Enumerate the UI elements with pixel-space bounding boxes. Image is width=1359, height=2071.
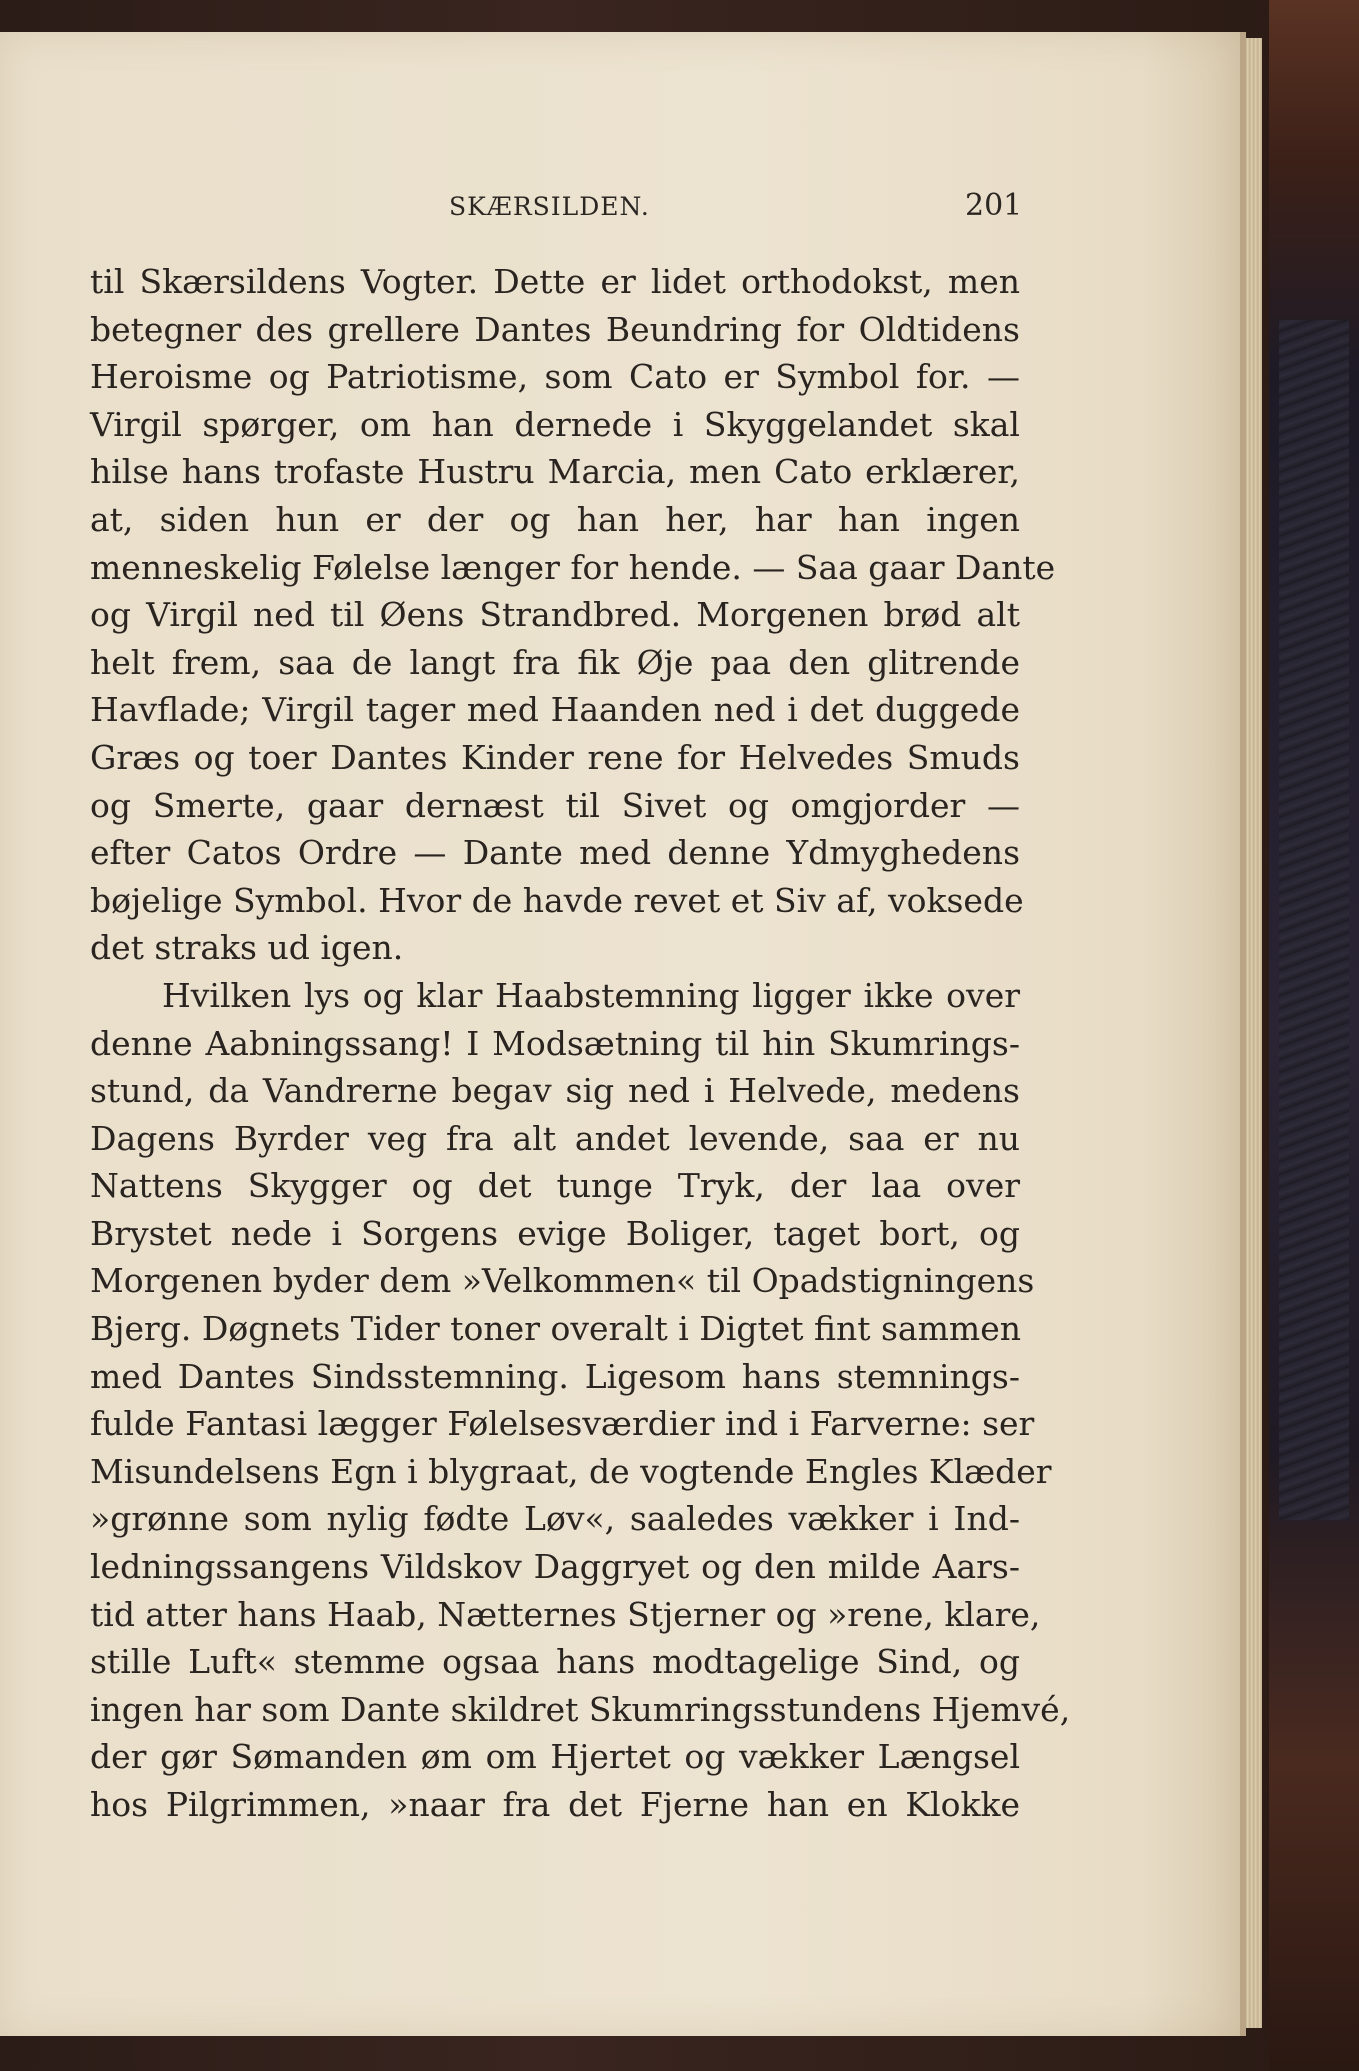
text-line: stund, da Vandrerne begav sig ned i Helvede, medens <box>90 1071 1020 1111</box>
text-line: tid atter hans Haab, Nætternes Stjerner og »rene, klare, <box>90 1594 1041 1634</box>
text-line: og Smerte, gaar dernæst til Sivet og omgjorder — <box>90 785 1020 825</box>
text-line: Dagens Byrder veg fra alt andet levende, saa er nu <box>90 1118 1020 1158</box>
paragraph-start-line: Hvilken lys og klar Haabstemning ligger ikke over <box>162 975 1020 1015</box>
text-line: helt frem, saa de langt fra fik Øje paa den glitrende <box>90 642 1020 682</box>
paragraph-end-line: det straks ud igen. <box>90 928 404 968</box>
text-line: betegner des grellere Dantes Beundring for Oldtidens <box>90 309 1020 349</box>
text-line: efter Catos Ordre — Dante med denne Ydmyghedens <box>90 833 1020 873</box>
text-line: med Dantes Sindsstemning. Ligesom hans stemnings- <box>90 1356 1020 1396</box>
text-line: ledningssangens Vildskov Daggryet og den milde Aars- <box>90 1547 1020 1587</box>
book-cover-edge <box>1269 0 1359 2071</box>
text-line: at, siden hun er der og han her, har han ingen <box>90 499 1020 539</box>
text-line: »grønne som nylig fødte Løv«, saaledes vækker i Ind- <box>90 1499 1020 1539</box>
text-line: Havflade; Virgil tager med Haanden ned i det duggede <box>90 690 1020 730</box>
text-line: hilse hans trofaste Hustru Marcia, men Cato erklærer, <box>90 452 1020 492</box>
text-line: Brystet nede i Sorgens evige Boliger, taget bort, og <box>90 1213 1020 1253</box>
running-head-title: SKÆRSILDEN. <box>449 192 650 221</box>
text-line: der gør Sømanden øm om Hjertet og vækker Længsel <box>90 1737 1020 1777</box>
text-line: Morgenen byder dem »Velkommen« til Opadstigningens <box>90 1261 1035 1301</box>
text-line: denne Aabningssang! I Modsætning til hin Skumrings- <box>90 1023 1020 1063</box>
text-line: til Skærsildens Vogter. Dette er lidet orthodokst, men <box>90 262 1020 301</box>
running-head <box>0 188 1240 228</box>
text-line: hos Pilgrimmen, »naar fra det Fjerne han en Klokke <box>90 1785 1020 1824</box>
text-line: fulde Fantasi lægger Følelsesværdier ind i Farverne: ser <box>90 1404 1035 1444</box>
text-line: bøjelige Symbol. Hvor de havde revet et Siv af, voksede <box>90 880 1024 920</box>
text-line: Heroisme og Patriotisme, som Cato er Symbol for. — <box>90 357 1020 397</box>
text-line: ingen har som Dante skildret Skumringsstundens Hjemvé, <box>90 1689 1071 1729</box>
text-line: menneskelig Følelse længer for hende. — Saa gaar Dante <box>90 547 1056 587</box>
text-line: Bjerg. Døgnets Tider toner overalt i Digtet fint sammen <box>90 1309 1021 1349</box>
body-text <box>90 258 1071 1829</box>
text-line: og Virgil ned til Øens Strandbred. Morgenen brød alt <box>90 595 1020 635</box>
text-line: stille Luft« stemme ogsaa hans modtagelige Sind, og <box>90 1642 1020 1682</box>
text-line: Græs og toer Dantes Kinder rene for Helvedes Smuds <box>90 737 1020 777</box>
page-number: 201 <box>965 188 1023 223</box>
cover-cloth <box>1279 320 1349 1520</box>
text-line: Nattens Skygger og det tunge Tryk, der laa over <box>90 1166 1020 1206</box>
text-line: Misundelsens Egn i blygraat, de vogtende Engles Klæder <box>90 1451 1052 1491</box>
text-line: Virgil spørger, om han dernede i Skyggelandet skal <box>90 404 1020 444</box>
